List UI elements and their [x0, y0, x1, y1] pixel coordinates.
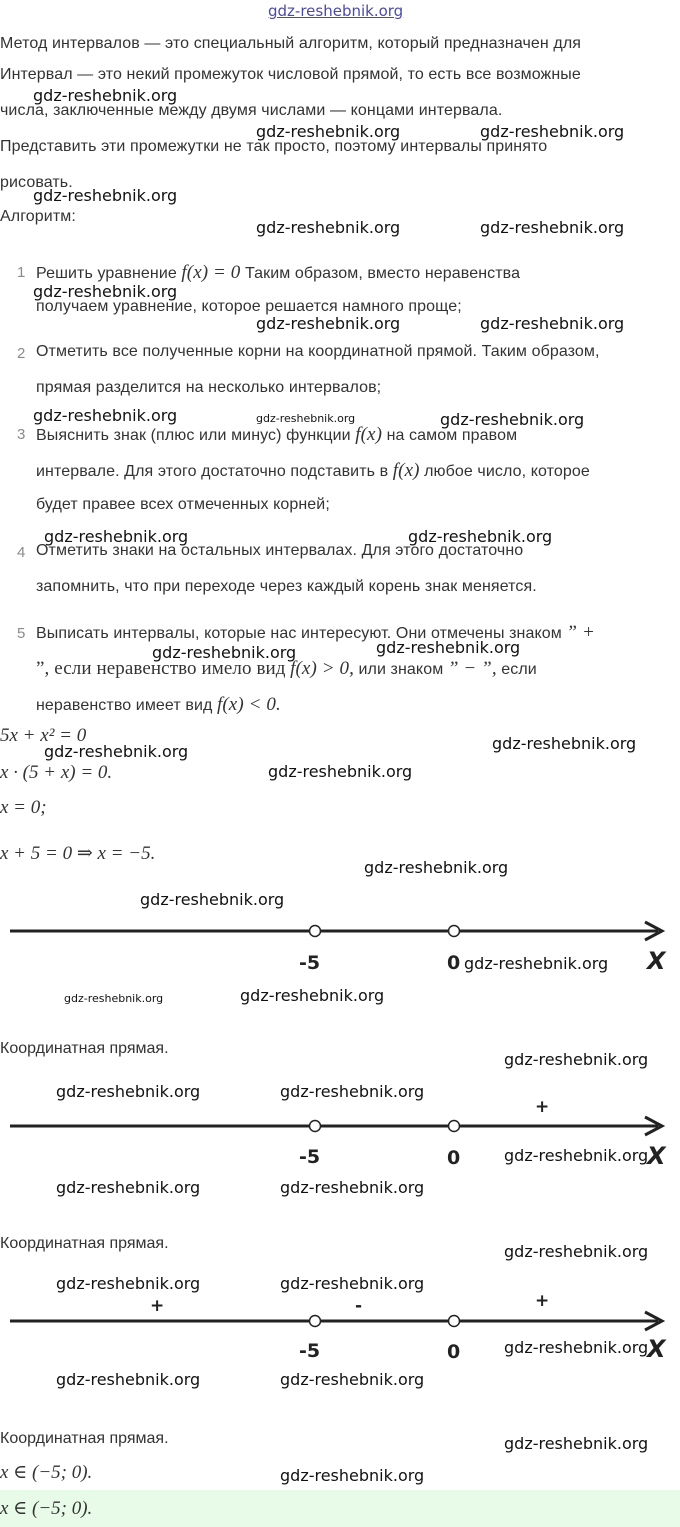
step-text-cont: получаем уравнение, которое решается намного проще;	[36, 298, 462, 315]
math-inline: ” − ”,	[447, 658, 497, 679]
algorithm-heading: Алгоритм:	[0, 208, 76, 225]
watermark: gdz-reshebnik.org	[480, 218, 625, 237]
axis-name: X	[647, 1142, 666, 1170]
intro-line-3: числа, заключенные между двумя числами — концами интервала.	[0, 102, 503, 119]
root-label: -5	[299, 952, 321, 974]
step-number: 3	[17, 426, 26, 443]
interval-sign: +	[535, 1291, 550, 1311]
answer-line-highlighted: x ∈ (−5; 0).	[0, 1498, 93, 1519]
interval-sign: -	[355, 1296, 363, 1316]
intro-line-2: Интервал — это некий промежуток числовой прямой, то есть все возможные	[0, 66, 581, 83]
watermark: gdz-reshebnik.org	[33, 186, 178, 205]
watermark: gdz-reshebnik.org	[280, 1370, 425, 1389]
equation-4: x + 5 = 0 ⇒ x = −5.	[0, 843, 156, 864]
math-inline: f(x) = 0	[181, 262, 241, 283]
math-inline: f(x) > 0,	[290, 658, 354, 679]
step-text-cont: неравенство имеет вид f(x) < 0.	[36, 694, 281, 715]
watermark: gdz-reshebnik.org	[376, 638, 521, 657]
watermark: gdz-reshebnik.org	[504, 1338, 649, 1357]
equation-1: 5x + x² = 0	[0, 725, 87, 746]
watermark: gdz-reshebnik.org	[464, 954, 609, 973]
watermark: gdz-reshebnik.org	[56, 1370, 201, 1389]
caption: Координатная прямая.	[0, 1430, 169, 1447]
answer-highlight	[0, 1490, 680, 1527]
watermark: gdz-reshebnik.org	[480, 314, 625, 333]
step-text: Выяснить знак (плюс или минус) функции f(x) на самом правом	[36, 424, 518, 445]
root-label: 0	[447, 1341, 461, 1363]
caption: Координатная прямая.	[0, 1235, 169, 1252]
step-text-cont: интервале. Для этого достаточно подставить в f(x) любое число, которое	[36, 460, 590, 481]
axis-name: X	[647, 1335, 666, 1363]
step-number: 5	[17, 625, 26, 642]
watermark: gdz-reshebnik.org	[504, 1242, 649, 1261]
watermark: gdz-reshebnik.org	[140, 890, 285, 909]
step-number: 4	[17, 544, 26, 561]
caption: Координатная прямая.	[0, 1040, 169, 1057]
intro-line-4: Представить эти промежутки не так просто, поэтому интервалы принято	[0, 138, 548, 155]
step-text-cont: будет правее всех отмеченных корней;	[36, 496, 330, 513]
root-label: 0	[447, 1147, 461, 1169]
watermark: gdz-reshebnik.org	[56, 1082, 201, 1101]
step-text: Отметить все полученные корни на координатной прямой. Таким образом,	[36, 343, 600, 360]
root-label: -5	[299, 1340, 321, 1362]
step-text-cont: ”, если неравенство имело вид f(x) > 0, или знаком ” − ”, если	[36, 658, 537, 679]
step-number: 1	[17, 264, 26, 281]
watermark: gdz-reshebnik.org	[152, 643, 297, 662]
root-point	[449, 1316, 460, 1327]
watermark: gdz-reshebnik.org	[408, 527, 553, 546]
step-text: Отметить знаки на остальных интервалах. Для этого достаточно	[36, 542, 524, 559]
interval-sign: +	[150, 1296, 165, 1316]
watermark: gdz-reshebnik.org	[256, 314, 401, 333]
intro-line-5: рисовать.	[0, 174, 73, 191]
root-point	[449, 1121, 460, 1132]
watermark: gdz-reshebnik.org	[440, 410, 585, 429]
step-text-cont: прямая разделится на несколько интервалов;	[36, 379, 382, 396]
watermark: gdz-reshebnik.org	[240, 986, 385, 1005]
step-text: Решить уравнение f(x) = 0 Таким образом, вместо неравенства	[36, 262, 521, 283]
watermark: gdz-reshebnik.org	[492, 734, 637, 753]
watermark: gdz-reshebnik.org	[280, 1082, 425, 1101]
root-label: 0	[447, 952, 461, 974]
step-number: 2	[17, 345, 26, 362]
step-text-cont: запомнить, что при переходе через каждый корень знак меняется.	[36, 578, 537, 595]
root-label: -5	[299, 1146, 321, 1168]
watermark: gdz-reshebnik.org	[280, 1274, 425, 1293]
axis-name: X	[647, 947, 666, 975]
math-inline: ” +	[566, 622, 595, 643]
watermark: gdz-reshebnik.org	[504, 1146, 649, 1165]
equation-3: x = 0;	[0, 797, 47, 818]
watermark: gdz-reshebnik.org	[280, 1466, 425, 1485]
interval-sign: +	[535, 1097, 550, 1117]
root-point	[310, 926, 321, 937]
watermark: gdz-reshebnik.org	[504, 1050, 649, 1069]
root-point	[310, 1316, 321, 1327]
watermark: gdz-reshebnik.org	[33, 86, 178, 105]
math-inline: f(x) < 0.	[216, 694, 281, 715]
intro-line-1: Метод интервалов — это специальный алгоритм, который предназначен для	[0, 35, 582, 52]
watermark: gdz-reshebnik.org	[268, 762, 413, 781]
watermark: gdz-reshebnik.org	[56, 1274, 201, 1293]
answer-line: x ∈ (−5; 0).	[0, 1462, 93, 1483]
watermark: gdz-reshebnik.org	[504, 1434, 649, 1453]
watermark: gdz-reshebnik.org	[480, 122, 625, 141]
math-inline: f(x)	[392, 460, 420, 481]
step-text: Выписать интервалы, которые нас интересуют. Они отмечены знаком ” +	[36, 622, 595, 643]
root-point	[449, 926, 460, 937]
watermark: gdz-reshebnik.org	[33, 406, 178, 425]
watermark: gdz-reshebnik.org	[256, 218, 401, 237]
watermark: gdz-reshebnik.org	[56, 1178, 201, 1197]
equation-2: x · (5 + x) = 0.	[0, 762, 113, 783]
watermark: gdz-reshebnik.org	[256, 122, 401, 141]
watermark: gdz-reshebnik.org	[64, 992, 164, 1005]
watermark: gdz-reshebnik.org	[256, 412, 356, 425]
watermark: gdz-reshebnik.org	[33, 282, 178, 301]
math-inline: f(x)	[355, 424, 383, 445]
watermark: gdz-reshebnik.org	[280, 1178, 425, 1197]
root-point	[310, 1121, 321, 1132]
watermark: gdz-reshebnik.org	[44, 742, 189, 761]
watermark: gdz-reshebnik.org	[364, 858, 509, 877]
watermark-top: gdz-reshebnik.org	[268, 2, 404, 20]
watermark: gdz-reshebnik.org	[44, 527, 189, 546]
